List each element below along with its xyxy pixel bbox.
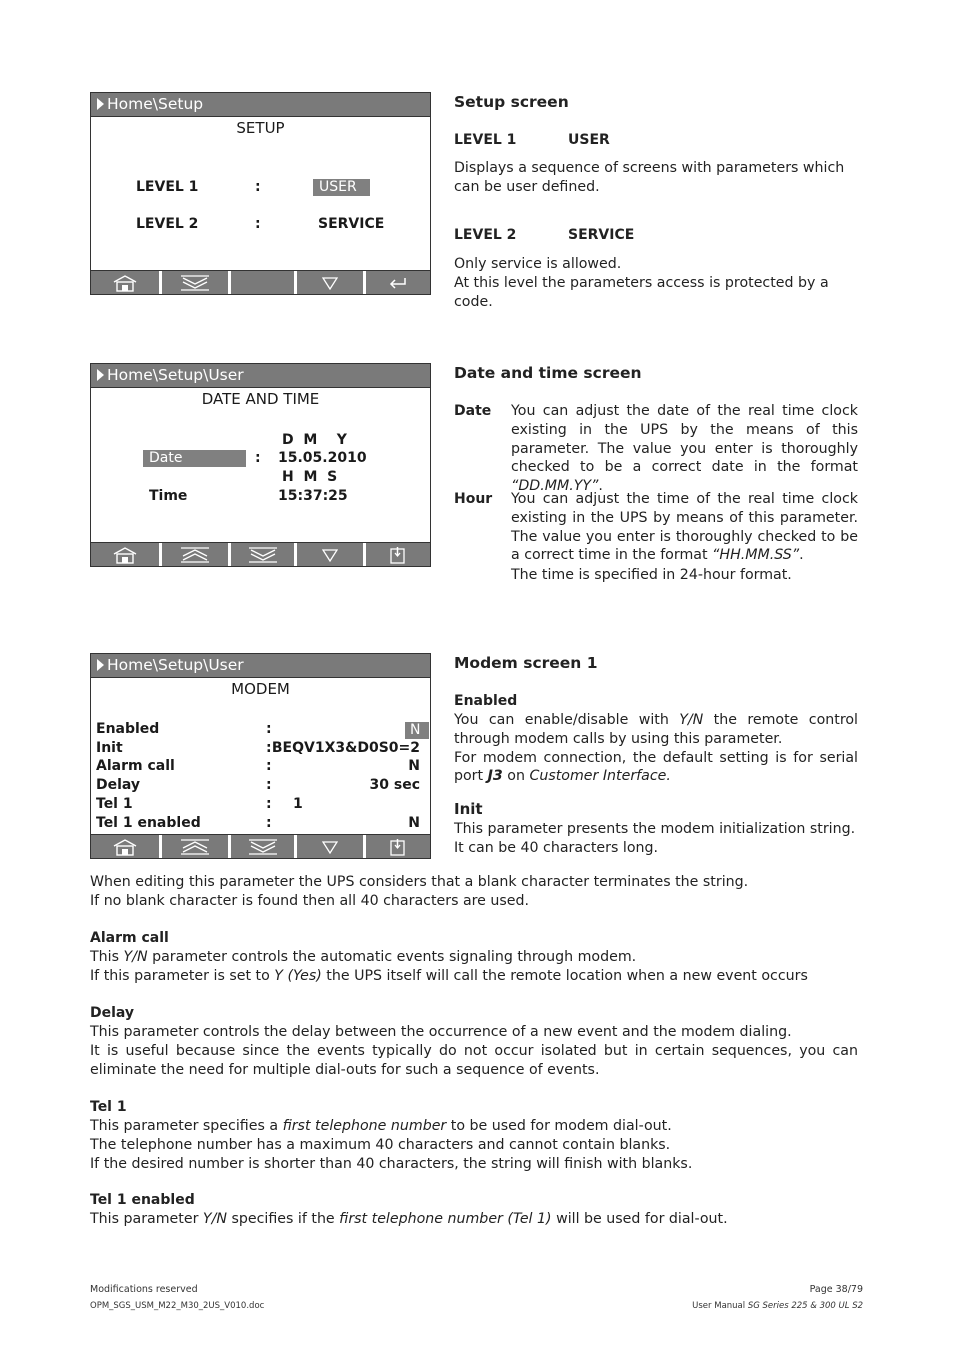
tel1-enabled-label: Tel 1 enabled xyxy=(96,815,201,831)
alarm-call-label: Alarm call xyxy=(96,758,175,774)
softkey-bar xyxy=(91,542,430,566)
enabled-yn: Y/N xyxy=(679,712,704,728)
level1-value-user[interactable]: USER xyxy=(313,179,370,196)
alarm-line1 xyxy=(90,948,858,967)
arrow-right-icon xyxy=(97,659,104,671)
scroll-down-icon xyxy=(180,274,210,292)
setup-heading: Setup screen xyxy=(454,93,569,111)
enabled-customer-interface: Customer Interface. xyxy=(529,768,671,785)
setup-level1-label: LEVEL 1 xyxy=(454,132,517,148)
tel1-description xyxy=(90,1117,858,1173)
time-value[interactable]: 15:37:25 xyxy=(278,488,348,504)
footer-page-number: Page 38/79 xyxy=(809,1284,863,1295)
footer-manual-prefix: User Manual xyxy=(692,1301,748,1311)
footer-manual-series: SG Series 225 & 300 UL S2 xyxy=(747,1301,863,1311)
setup-level2-desc xyxy=(454,255,864,311)
setup-level2-desc-line2: At this level the parameters access is protected by a code. xyxy=(454,274,829,310)
hour-desc-text: You can adjust the time of the real time clock existing in the UPS by means of this parameter. The value you enter is thoroughly checked to be a correct time in the format xyxy=(511,491,858,564)
tel1-sep: : xyxy=(266,796,272,812)
tel-1a: This parameter specifies a xyxy=(90,1118,283,1134)
enabled-heading: Enabled xyxy=(454,693,518,709)
telen-i: first telephone number (Tel 1) xyxy=(339,1211,552,1227)
setup-lcd-panel xyxy=(90,92,431,295)
tel1-enabled-sep: : xyxy=(266,815,272,831)
setup-level1-value: USER xyxy=(568,132,610,148)
datetime-heading: Date and time screen xyxy=(454,364,642,382)
arrow-right-icon xyxy=(97,98,104,110)
triangle-down-icon xyxy=(322,276,338,290)
alarm-2y: Y (Yes) xyxy=(274,967,322,984)
triangle-down-icon xyxy=(322,548,338,562)
scroll-down-icon xyxy=(248,838,278,856)
time-format-header: H M S xyxy=(282,469,338,485)
tel1-heading: Tel 1 xyxy=(90,1099,127,1115)
scroll-up-icon xyxy=(180,838,210,856)
level2-sep: : xyxy=(255,216,261,232)
footer-docname: OPM_SGS_USM_M22_M30_2US_V010.doc xyxy=(90,1301,265,1311)
date-description xyxy=(511,402,858,496)
enter-icon xyxy=(389,277,407,289)
enabled-desc-a: You can enable/disable with xyxy=(454,712,680,728)
screen-title: MODEM xyxy=(231,680,290,698)
scroll-down-button[interactable] xyxy=(162,271,228,294)
softkey-bar xyxy=(91,270,430,294)
scroll-down-button[interactable] xyxy=(231,835,294,858)
footer-manual-title xyxy=(692,1301,863,1311)
exit-button[interactable] xyxy=(366,835,430,858)
alarm-2a: If this parameter is set to xyxy=(90,967,275,984)
alarm-call-heading: Alarm call xyxy=(90,930,169,946)
breadcrumb-path: Home\Setup xyxy=(107,95,204,113)
breadcrumb xyxy=(91,364,430,388)
level1-sep: : xyxy=(255,179,261,195)
tel-line1 xyxy=(90,1117,858,1136)
setup-level2-value: SERVICE xyxy=(568,227,635,243)
enabled-description xyxy=(454,711,858,786)
datetime-lcd-panel xyxy=(90,363,431,567)
scroll-down-button[interactable] xyxy=(231,543,294,566)
hour-format: “HH.MM.SS” xyxy=(712,547,800,564)
delay-sep: : xyxy=(266,777,272,793)
tel-1i: first telephone number xyxy=(282,1118,447,1134)
home-icon xyxy=(112,274,138,292)
init-edit-note xyxy=(90,873,858,911)
edit-note-line1: When editing this parameter the UPS considers that a blank character terminates the string. xyxy=(90,874,749,890)
date-desc-end: . xyxy=(598,478,603,495)
init-value[interactable]: BEQV1X3&D0S0=2 xyxy=(271,740,420,756)
hour-24h-note: The time is specified in 24-hour format. xyxy=(511,567,792,583)
enabled-desc-d: on xyxy=(502,768,530,785)
date-term: Date xyxy=(454,403,492,419)
setup-level2-label: LEVEL 2 xyxy=(454,227,517,243)
tel1-enabled-description xyxy=(90,1210,858,1229)
blank-key[interactable] xyxy=(231,271,294,294)
alarm-1a: This xyxy=(90,949,124,965)
scroll-up-button[interactable] xyxy=(162,543,228,566)
enabled-j3: J3 xyxy=(487,768,503,785)
footer-modifications: Modifications reserved xyxy=(90,1284,198,1295)
home-icon xyxy=(112,546,138,564)
delay-description xyxy=(90,1023,858,1079)
enabled-label: Enabled xyxy=(96,721,160,737)
delay-heading: Delay xyxy=(90,1005,135,1021)
alarm-1b: parameter controls the automatic events signaling through modem. xyxy=(147,949,637,965)
tel-line2: The telephone number has a maximum 40 characters and cannot contain blanks. xyxy=(90,1136,671,1153)
delay-label: Delay xyxy=(96,777,141,793)
level2-value[interactable]: SERVICE xyxy=(318,216,385,232)
tel1-value[interactable]: 1 xyxy=(293,796,303,812)
hour-desc-end: . xyxy=(799,547,804,564)
home-button[interactable] xyxy=(91,835,159,858)
setup-level1-desc: Displays a sequence of screens with parameters which can be user defined. xyxy=(454,160,845,195)
alarm-2b: the UPS itself will call the remote location when a new event occurs xyxy=(321,967,808,984)
time-label: Time xyxy=(149,488,188,504)
init-desc-line1: This parameter presents the modem initialization string. xyxy=(454,821,856,837)
alarm-call-description xyxy=(90,948,858,986)
init-label: Init xyxy=(96,740,123,756)
modem-heading: Modem screen 1 xyxy=(454,654,598,672)
init-sep: : xyxy=(266,740,272,756)
down-button[interactable] xyxy=(297,543,363,566)
down-button[interactable] xyxy=(297,271,363,294)
level2-label: LEVEL 2 xyxy=(136,216,199,232)
enabled-sep: : xyxy=(266,721,272,737)
breadcrumb xyxy=(91,93,430,117)
arrow-right-icon xyxy=(97,369,104,381)
date-sep: : xyxy=(255,450,261,466)
telen-c: will be used for dial-out. xyxy=(551,1211,728,1227)
home-button[interactable] xyxy=(91,543,159,566)
init-heading: Init xyxy=(454,800,483,818)
tel-line3: If the desired number is shorter than 40 characters, the string will finish with blanks. xyxy=(90,1155,693,1172)
date-format-header: D M Y xyxy=(282,432,347,448)
breadcrumb-path: Home\Setup\User xyxy=(107,656,244,674)
telen-a: This parameter xyxy=(90,1211,203,1227)
level1-label: LEVEL 1 xyxy=(136,179,199,195)
screen-title: SETUP xyxy=(236,119,285,137)
screen-title: DATE AND TIME xyxy=(201,390,320,408)
breadcrumb xyxy=(91,654,430,678)
hour-description xyxy=(511,490,858,565)
scroll-down-icon xyxy=(248,546,278,564)
alarm-call-sep: : xyxy=(266,758,272,774)
date-desc-text: You can adjust the date of the real time clock existing in the UPS by the means of this parameter. The value you enter is thoroughly checked to be a correct date in the format xyxy=(511,403,858,476)
setup-level2-desc-line1: Only service is allowed. xyxy=(454,256,622,272)
exit-button[interactable] xyxy=(366,543,430,566)
enabled-value-selected[interactable]: N xyxy=(405,722,429,739)
scroll-up-button[interactable] xyxy=(162,835,228,858)
date-field-selected[interactable]: Date xyxy=(143,450,246,467)
telen-yn: Y/N xyxy=(202,1211,227,1227)
exit-icon xyxy=(389,838,407,856)
delay-line2: It is useful because since the events typically do not occur isolated but in certain sequences, you can eliminate the need for multiple dial-outs for such a sequence of events. xyxy=(90,1042,858,1078)
scroll-up-icon xyxy=(180,546,210,564)
home-button[interactable] xyxy=(91,271,159,294)
breadcrumb-path: Home\Setup\User xyxy=(107,366,244,384)
enter-button[interactable] xyxy=(366,271,430,294)
tel1-enabled-heading: Tel 1 enabled xyxy=(90,1192,195,1208)
hour-term: Hour xyxy=(454,491,493,507)
down-button[interactable] xyxy=(297,835,363,858)
date-value[interactable]: 15.05.2010 xyxy=(278,450,367,466)
alarm-1yn: Y/N xyxy=(123,949,148,965)
exit-icon xyxy=(389,546,407,564)
alarm-call-value[interactable]: N xyxy=(408,758,420,774)
enabled-desc-b: the remote control through modem calls by using this parameter. xyxy=(454,712,858,747)
telen-b: specifies if the xyxy=(226,1211,340,1227)
triangle-down-icon xyxy=(322,840,338,854)
init-desc-line2: It can be 40 characters long. xyxy=(454,839,659,856)
tel1-enabled-value[interactable]: N xyxy=(408,815,420,831)
edit-note-line2: If no blank character is found then all 40 characters are used. xyxy=(90,892,530,909)
init-description xyxy=(454,820,858,858)
softkey-bar xyxy=(91,834,430,858)
tel-1b: to be used for modem dial-out. xyxy=(446,1118,672,1134)
delay-value[interactable]: 30 sec xyxy=(369,777,420,793)
enabled-desc-c: For modem connection, the default setting is for serial port xyxy=(454,749,858,785)
alarm-line2 xyxy=(90,967,858,986)
delay-line1: This parameter controls the delay between the occurrence of a new event and the modem dialing. xyxy=(90,1024,792,1040)
tel1-label: Tel 1 xyxy=(96,796,133,812)
date-format: “DD.MM.YY” xyxy=(511,478,599,495)
modem-lcd-panel xyxy=(90,653,431,859)
home-icon xyxy=(112,838,138,856)
